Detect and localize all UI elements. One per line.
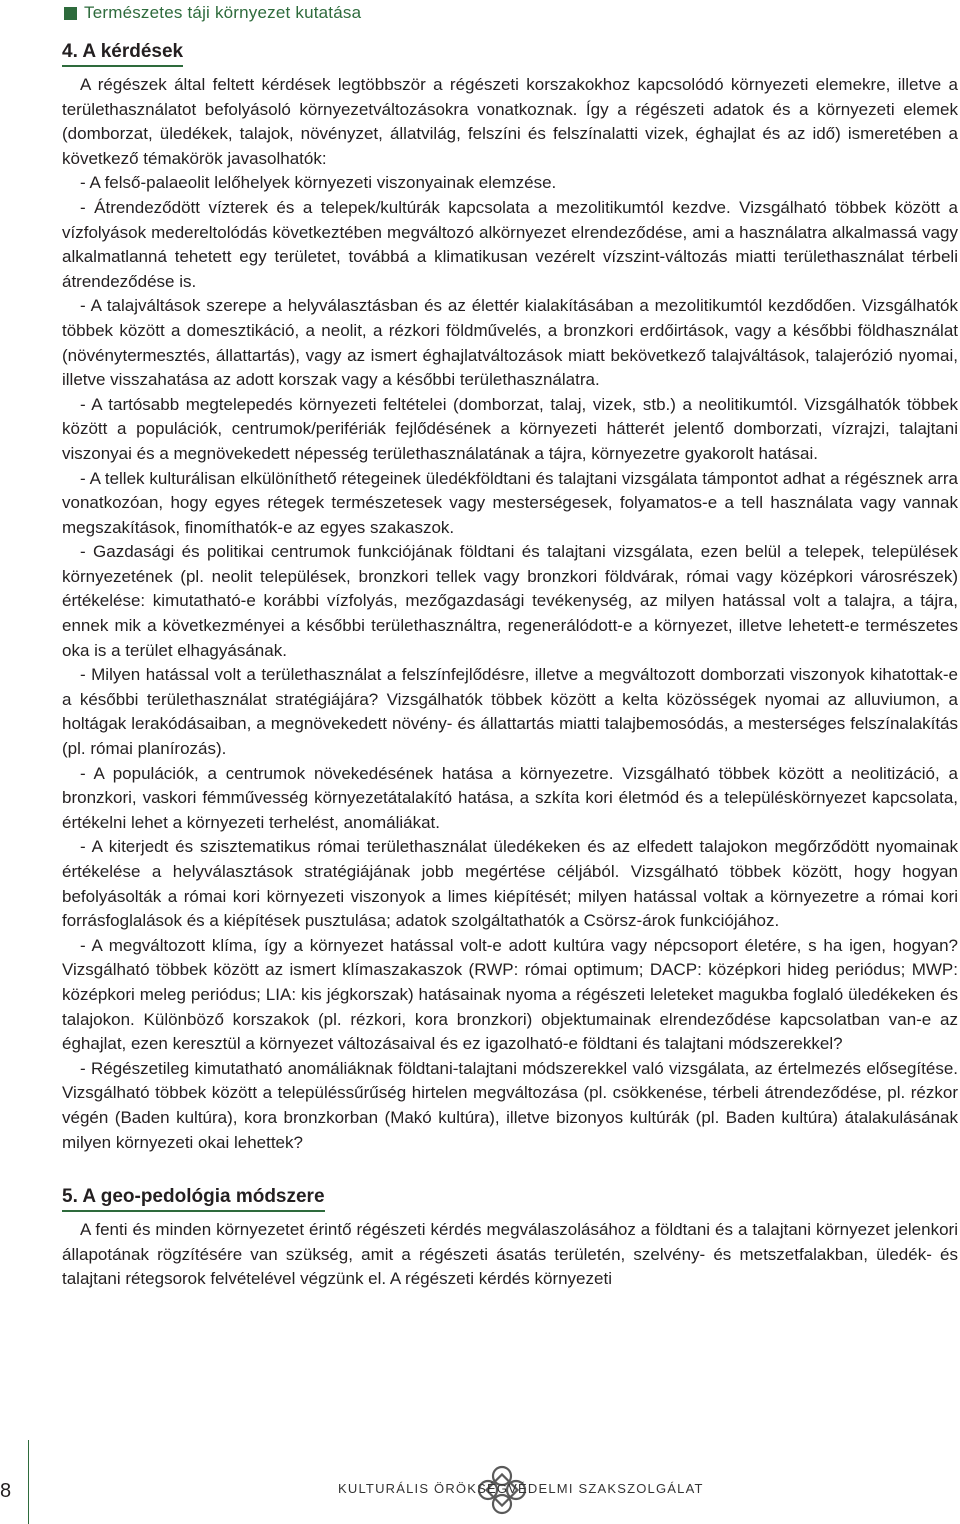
paragraph: - A megváltozott klíma, így a környezet hatással volt-e adott kultúra vagy népcsoport életére, s ha igen, hogyan? Vizsgálható többek között az ismert klímaszakaszok (RWP: római optimum; DACP: középkori hideg periódus; MWP: középkori meleg periódus; LIA: kis jégkorszak) hatásainak nyoma a régészeti leleteket magukba foglaló üledékeken és talajokon. Különböző korszakok (pl. rézkori, kora bronzkori) objektumainak elrendeződése kapcsolatban van-e az éghajlat, ezen keresztül a környezet változásaival és ez igazolható-e földtani és talajtani módszerekkel? bbox=[62, 935, 958, 1054]
header-square-icon bbox=[64, 7, 77, 20]
section-5-heading: 5. A geo-pedológia módszere bbox=[62, 1185, 325, 1212]
paragraph: A fenti és minden környezetet érintő régészeti kérdés megválaszolásához a földtani és a talajtani környezet jelenkori állapotának rögzítésére van szükség, amit a régészeti ásatás területén, szelvény- és metszetfalakban, üledék- és talajtani rétegsorok felvételével végzünk el. A régészeti kérdés környezeti bbox=[62, 1220, 958, 1289]
paragraph: - A tellek kulturálisan elkülöníthető rétegeinek üledékföldtani és talajtani vizsgálata támpontot adhat a régésznek arra vonatkozóan, hogy egyes rétegek természetesek vagy mesterségesek, folyamatos-e a tell használata vagy vannak megszakítások, finomíthatók-e az egyes szakaszok. bbox=[62, 468, 958, 537]
footer-organization: KULTURÁLIS ÖRÖKSÉGVÉDELMI SZAKSZOLGÁLAT bbox=[338, 1481, 704, 1496]
running-header bbox=[64, 2, 361, 24]
section-4-heading: 4. A kérdések bbox=[62, 40, 183, 67]
page-number: 8 bbox=[0, 1480, 12, 1502]
paragraph: - Gazdasági és politikai centrumok funkciójának földtani és talajtani vizsgálata, ezen belül a telepek, települések környezetének (pl. neolit települések, bronzkori tellek vagy bronzkori földvárak, római vagy középkori városrészek) értékelése: kimutatható-e korábbi vízfolyás, mezőgazdasági tevékenység, az milyen hatással volt a talajra, a tájra, ennek mik a következményei a későbbi területhasználtra, regenerálódott-e a környezet, illetve lehetett-e természetes oka is a terület elhagyásának. bbox=[62, 542, 958, 660]
paragraph: - Régészetileg kimutatható anomáliáknak földtani-talajtani módszerekkel való vizsgálata, az értelmezés elősegítése. Vizsgálható többek között a településsűrűség hirtelen megváltozása (pl. csökkenése, térbeli átrendeződése, pl. rézkor végén (Baden kultúra), kora bronzkorban (Makó kultúra), illetve bizonyos kultúrák (pl. Baden kultúra) átalakulásának milyen környezeti okai lehettek? bbox=[62, 1058, 958, 1152]
footer-divider bbox=[28, 1440, 29, 1524]
paragraph: - Milyen hatással volt a területhasználat a felszínfejlődésre, illetve a megváltozott domborzati viszonyok kihatottak-e a későbbi területhasználat stratégiájára? Vizsgálhatók többek között a kelta közösségek nyomai az alluviumon, a holtágak lerakódásaiban, a megnövekedett növény- és állattartás miatti talajbemosódás, a mesterséges felszínalakítás (pl. római planírozás). bbox=[62, 665, 958, 759]
paragraph: - Átrendeződött vízterek és a telepek/kultúrák kapcsolata a mezolitikumtól kezdve. Vizsgálható többek között a vízfolyások medereltolódás következtében megváltozó alkörnyezet elrendeződése, ami a használatra alkalmassá vagy alkalmatlanná tehetett egy területet, továbbá a klimatikusan vezérelt vízszint-változás miatti területhasználat térbeli átrendeződése is. bbox=[62, 197, 958, 291]
paragraph: A régészek által feltett kérdések legtöbbször a régészeti korszakokhoz kapcsolódó környezeti elemekre, illetve a területhasználatot befolyásoló környezetváltozásokra vonatkoznak. Így a régészeti adatok és a környezeti elemek (domborzat, üledékek, talajok, növényzet, állatvilág, felszíni és felszínalatti vizek, éghajlat és az idő) ismeretében a következő témakörök javasolhatók: bbox=[62, 75, 958, 168]
header-title: Természetes táji környezet kutatása bbox=[84, 3, 362, 22]
paragraph: - A populációk, a centrumok növekedésének hatása a környezetre. Vizsgálható többek között a neolitizáció, a bronzkori, vaskori fémművesség környezetátalakító hatása, a szkíta kori életmód és a településkörnyezet kapcsolata, értékelni lehet a környezeti terhelést, anomáliákat. bbox=[62, 763, 958, 832]
paragraph: - A talajváltások szerepe a helyválasztásban és az élettér kialakításában a mezolitikumtól kezdődően. Vizsgálhatók többek között a domesztikáció, a neolit, a rézkori földművelés, a bronzkori erdőirtások, vagy a későbbi földhasználat (növénytermesztés, állattartás), vagy az ismert éghajlatváltozások miatt bekövetkező talajváltások, talajerózió nyomai, illetve visszahatása az adott korszak vagy a későbbi területhasználatra. bbox=[62, 296, 958, 390]
paragraph: - A tartósabb megtelepedés környezeti feltételei (domborzat, talaj, vizek, stb.) a neolitikumtól. Vizsgálhatók többek között a populációk, centrumok/perifériák fejlődésének a környezeti hátterét jelentő domborzati, vízrajzi, talajtani viszonyai és a megnövekedett népesség területhasználatának a tájra, környezetre gyakorolt hatásai. bbox=[62, 394, 958, 463]
paragraph: - A kiterjedt és szisztematikus római területhasználat üledékeken és az elfedett talajokon megőrződött nyomainak értékelése a helyválasztások stratégiájának jobb megértése céljából. Vizsgálható többek között, hogy hogyan befolyásolták a római kori környezeti viszonyok a limes kiépítését; milyen hatással voltak a környezetre a római kori forrásfoglalások és a kiépítések pusztulása; adatok szolgáltathatók a Csörsz-árok funkciójához. bbox=[62, 837, 958, 931]
paragraph: - A felső-palaeolit lelőhelyek környezeti viszonyainak elemzése. bbox=[80, 173, 557, 193]
page-content bbox=[62, 40, 958, 1292]
